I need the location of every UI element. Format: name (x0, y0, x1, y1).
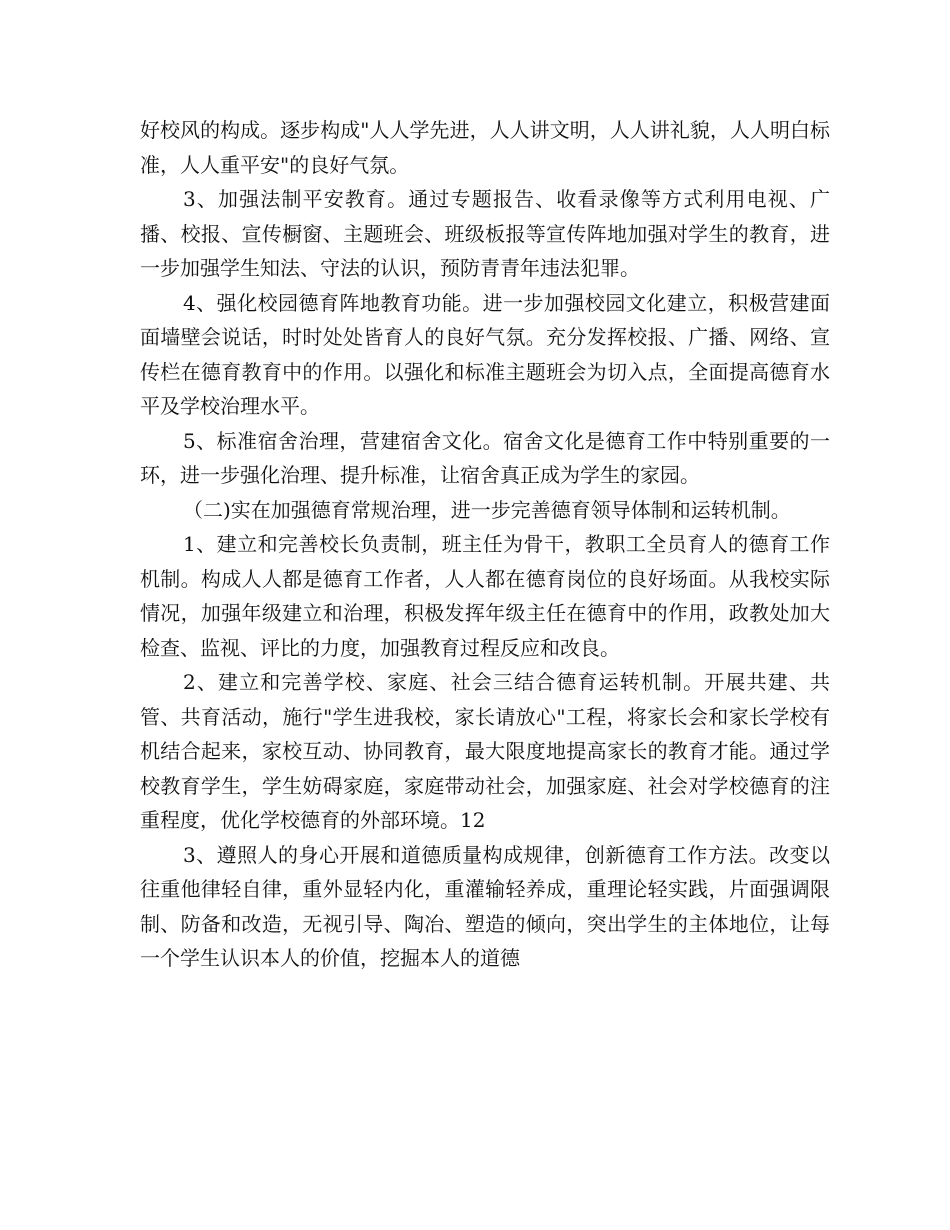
paragraph-1: 好校风的构成。逐步构成"人人学先进，人人讲文明，人人讲礼貌，人人明白标准，人人重平安"的良好气氛。 (140, 118, 830, 177)
paragraph-4: 5、标准宿舍治理，营建宿舍文化。宿舍文化是德育工作中特别重要的一环，进一步强化治理、提升标准，让宿舍真正成为学生的家园。 (140, 428, 830, 487)
paragraph-section-heading: （二)实在加强德育常规治理，进一步完善德育领导体制和运转机制。 (183, 497, 791, 522)
paragraph-3: 4、强化校园德育阵地教育功能。进一步加强校园文化建立，积极营建面面墙壁会说话，时时处处皆育人的良好气氛。充分发挥校报、广播、网络、宣传栏在德育教育中的作用。以强化和标准主题班会为切入点，全面提高德育水平及学校治理水平。 (140, 290, 830, 418)
paragraph-6: 2、建立和完善学校、家庭、社会三结合德育运转机制。开展共建、共管、共育活动，施行"学生进我校，家长请放心"工程，将家长会和家长学校有机结合起来，家校互动、协同教育，最大限度地提高家长的教育才能。通过学校教育学生，学生妨碍家庭，家庭带动社会，加强家庭、社会对学校德育的注重程度，优化学校德育的外部环境。12 (140, 670, 830, 832)
paragraph-7: 3、遵照人的身心开展和道德质量构成规律，创新德育工作方法。改变以往重他律轻自律，重外显轻内化，重灌输轻养成，重理论轻实践，片面强调限制、防备和改造，无视引导、陶冶、塑造的倾向，突出学生的主体地位，让每一个学生认识本人的价值，挖掘本人的道德 (140, 842, 830, 970)
paragraph-2: 3、加强法制平安教育。通过专题报告、收看录像等方式利用电视、广播、校报、宣传橱窗、主题班会、班级板报等宣传阵地加强对学生的教育，进一步加强学生知法、守法的认识，预防青青年违法犯罪。 (140, 187, 830, 280)
document-page (140, 113, 830, 976)
paragraph-5: 1、建立和完善校长负责制，班主任为骨干，教职工全员育人的德育工作机制。构成人人都是德育工作者，人人都在德育岗位的良好场面。从我校实际情况，加强年级建立和治理，积极发挥年级主任在德育中的作用，政教处加大检查、监视、评比的力度，加强教育过程反应和改良。 (140, 532, 830, 660)
